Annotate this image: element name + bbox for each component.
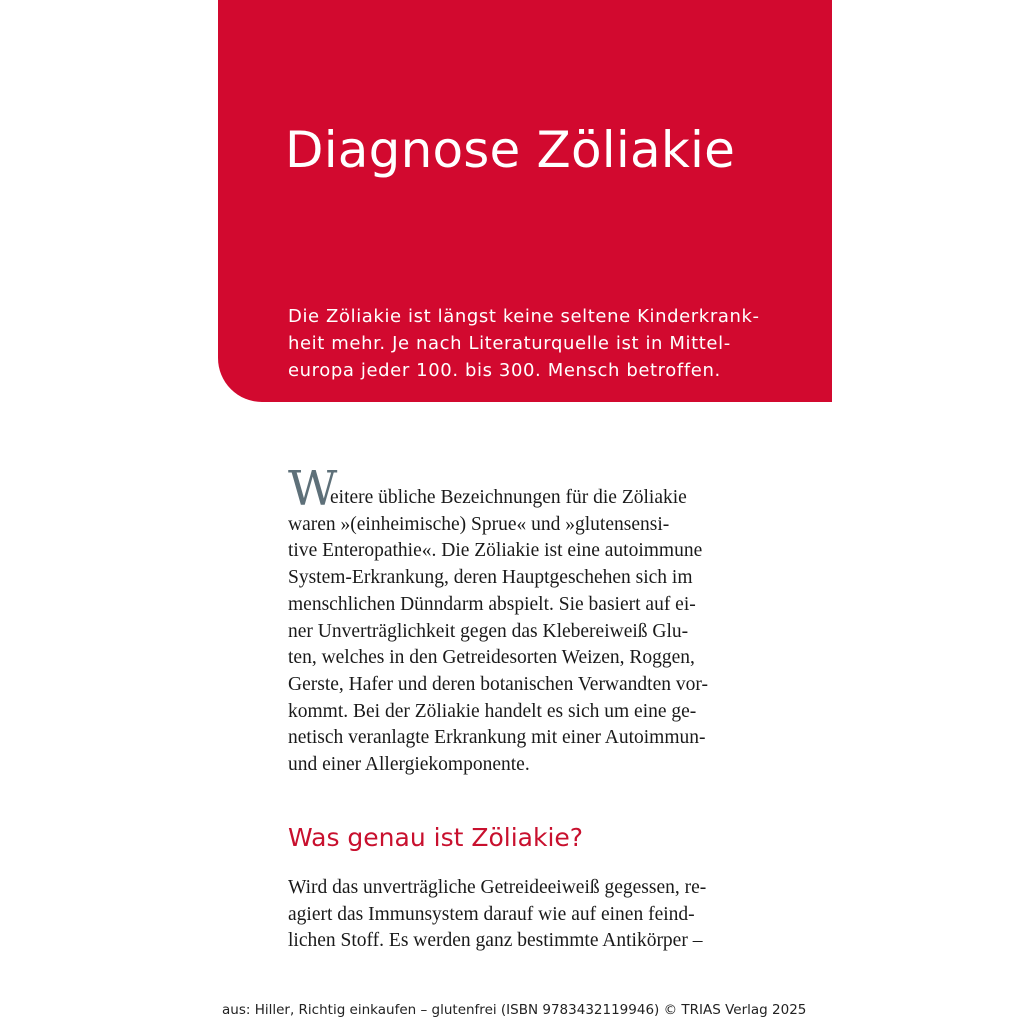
paragraph-line: ten, welches in den Getreidesorten Weizen, Roggen, xyxy=(288,647,695,669)
paragraph-line: eitere übliche Bezeichnungen für die Zöliakie xyxy=(330,487,687,508)
paragraph-line: kommt. Bei der Zöliakie handelt es sich um eine ge- xyxy=(288,700,697,722)
body-paragraph xyxy=(288,485,708,779)
paragraph-line: und einer Allergiekomponente. xyxy=(288,754,530,776)
chapter-title: Diagnose Zöliakie xyxy=(285,121,736,179)
intro-line: heit mehr. Je nach Literaturquelle ist in Mittel- xyxy=(288,333,731,354)
intro-line: Die Zöliakie ist längst keine seltene Kinderkrank- xyxy=(288,306,760,327)
paragraph-line: ner Unverträglichkeit gegen das Klebereiweiß Glu- xyxy=(288,620,689,642)
paragraph-line: waren »(einheimische) Sprue« und »glutensensi- xyxy=(288,513,670,535)
body-paragraph xyxy=(288,875,706,955)
paragraph-line: System-Erkrankung, deren Hauptgeschehen sich im xyxy=(288,567,693,589)
paragraph-line: tive Enteropathie«. Die Zöliakie ist eine autoimmune xyxy=(288,540,703,562)
section-heading: Was genau ist Zöliakie? xyxy=(288,823,584,852)
drop-cap: W xyxy=(288,461,338,517)
source-credit: aus: Hiller, Richtig einkaufen – glutenfrei (ISBN 9783432119946) © TRIAS Verlag 2025 xyxy=(222,1002,807,1018)
chapter-intro xyxy=(288,303,760,384)
paragraph-line: menschlichen Dünndarm abspielt. Sie basiert auf ei- xyxy=(288,593,696,615)
paragraph-line: Gerste, Hafer und deren botanischen Verwandten vor- xyxy=(288,673,708,695)
paragraph-line: Wird das unverträgliche Getreideeiweiß gegessen, re- xyxy=(288,877,707,898)
paragraph-line: lichen Stoff. Es werden ganz bestimmte Antikörper – xyxy=(288,930,703,952)
paragraph-line: agiert das Immunsystem darauf wie auf einen feind- xyxy=(288,903,695,925)
intro-line: europa jeder 100. bis 300. Mensch betroffen. xyxy=(288,360,721,381)
paragraph-line: netisch veranlagte Erkrankung mit einer Autoimmun- xyxy=(288,727,706,749)
